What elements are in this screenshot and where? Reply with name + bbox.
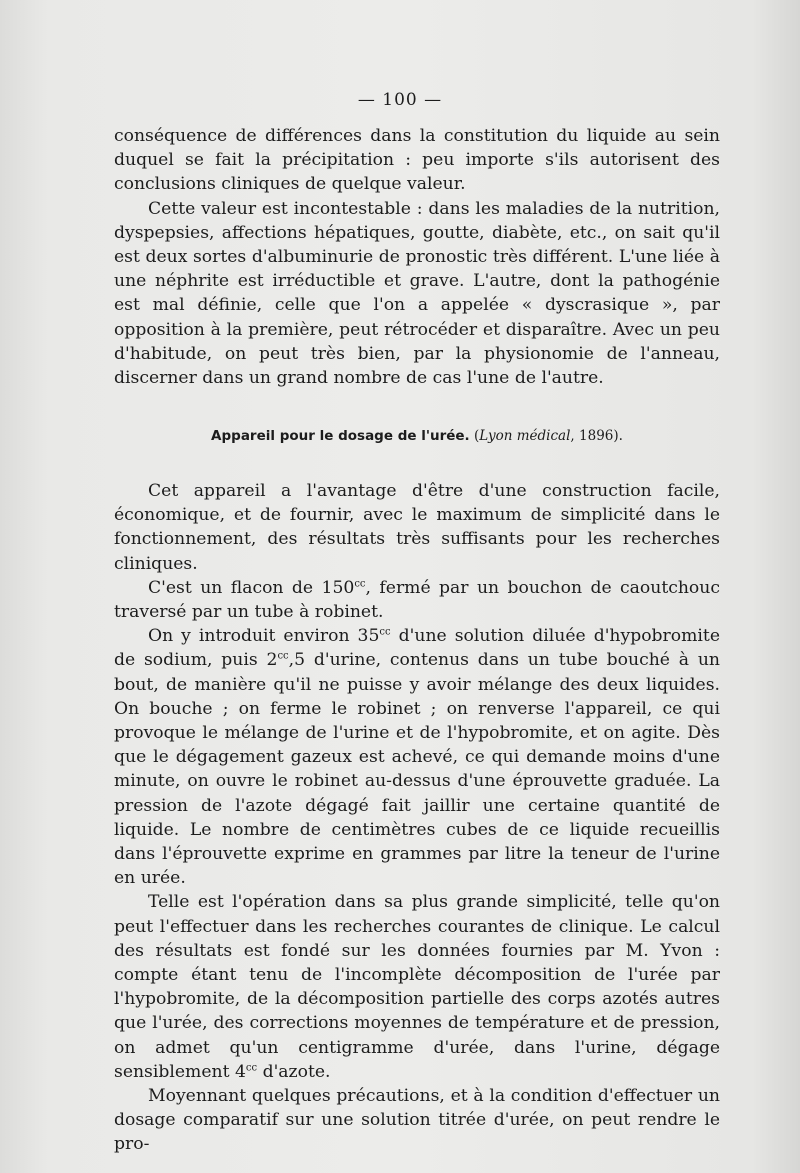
text-block-top [114, 124, 720, 390]
paragraph: C'est un flacon de $150^{cc}$, fermé par un bouchon de caoutchouc traversé par un tube à robinet. [114, 577, 720, 623]
unit-superscript: cc [277, 650, 289, 662]
unit-superscript: cc [379, 626, 391, 638]
unit-superscript: cc [354, 578, 366, 590]
section-title: Appareil pour le dosage de l'urée. [211, 428, 470, 444]
paragraph: Telle est l'opération dans sa plus grande simplicité, telle qu'on peut l'effectuer dans les recherches courantes de clinique. Le calcul des résultats est fondé sur les données fournies par M. Yvon : compte étant tenu de l'incomplète décomposition de l'urée par l'hypobromite, de la décomposition partielle des corps azotés autres que l'urée, des corrections moyennes de température et de pression, on admet qu'un centigramme d'urée, dans l'urine, dégage sensiblement $4^{cc}$ d'azote. [114, 892, 720, 1082]
paragraph: Cet appareil a l'avantage d'être d'une construction facile, économique, et de fournir, avec le maximum de simplicité dans le fonctionnement, des résultats très suffisants pour les recherches cliniques. [114, 481, 720, 574]
section-heading [114, 428, 720, 444]
paragraph: On y introduit environ $35^{cc}$ d'une solution diluée d'hypobromite de sodium, puis $2^{cc},5$ d'urine, contenus dans un tube bouché à un bout, de manière qu'il ne puisse y avoir mélange des deux liquides. On bouche ; on ferme le robinet ; on renverse l'appareil, ce qui provoque le mélange de l'urine et de l'hypobromite, et on agite. Dès que le dégagement gazeux est achevé, ce qui demande moins d'une minute, on ouvre le robinet au-dessus d'une éprouvette graduée. La pression de l'azote dégagé fait jaillir une certaine quantité de liquide. Le nombre de centimètres cubes de ce liquide recueillis dans l'éprouvette exprime en grammes par litre la teneur de l'urine en urée. [114, 626, 720, 889]
paragraph: conséquence de différences dans la constitution du liquide au sein duquel se fait la précipitation : peu importe s'ils autorisent des conclusions cliniques de quelque valeur. [114, 126, 720, 195]
unit-superscript: cc [245, 1062, 258, 1074]
source-year: 1896 [579, 428, 614, 444]
paragraph: Moyennant quelques précautions, et à la condition d'effectuer un dosage comparatif sur une solution titrée d'urée, on peut rendre le pro- [114, 1086, 720, 1155]
paragraph: Cette valeur est incontestable : dans les maladies de la nutrition, dyspepsies, affections hépatiques, goutte, diabète, etc., on sait qu'il est deux sortes d'albuminurie de pronostic très différent. L'une liée à une néphrite est irréductible et grave. L'autre, dont la pathogénie est mal définie, celle que l'on a appelée « dyscrasique », par opposition à la première, peut rétrocéder et disparaître. Avec un peu d'habitude, on peut très bien, par la physionomie de l'anneau, discerner dans un grand nombre de cas l'une de l'autre. [114, 198, 720, 389]
source-journal: Lyon médical [479, 428, 571, 444]
page-number: — 100 — [357, 90, 443, 110]
source-citation: (Lyon médical, 1896). [473, 428, 623, 444]
text-block-section [114, 479, 720, 1157]
